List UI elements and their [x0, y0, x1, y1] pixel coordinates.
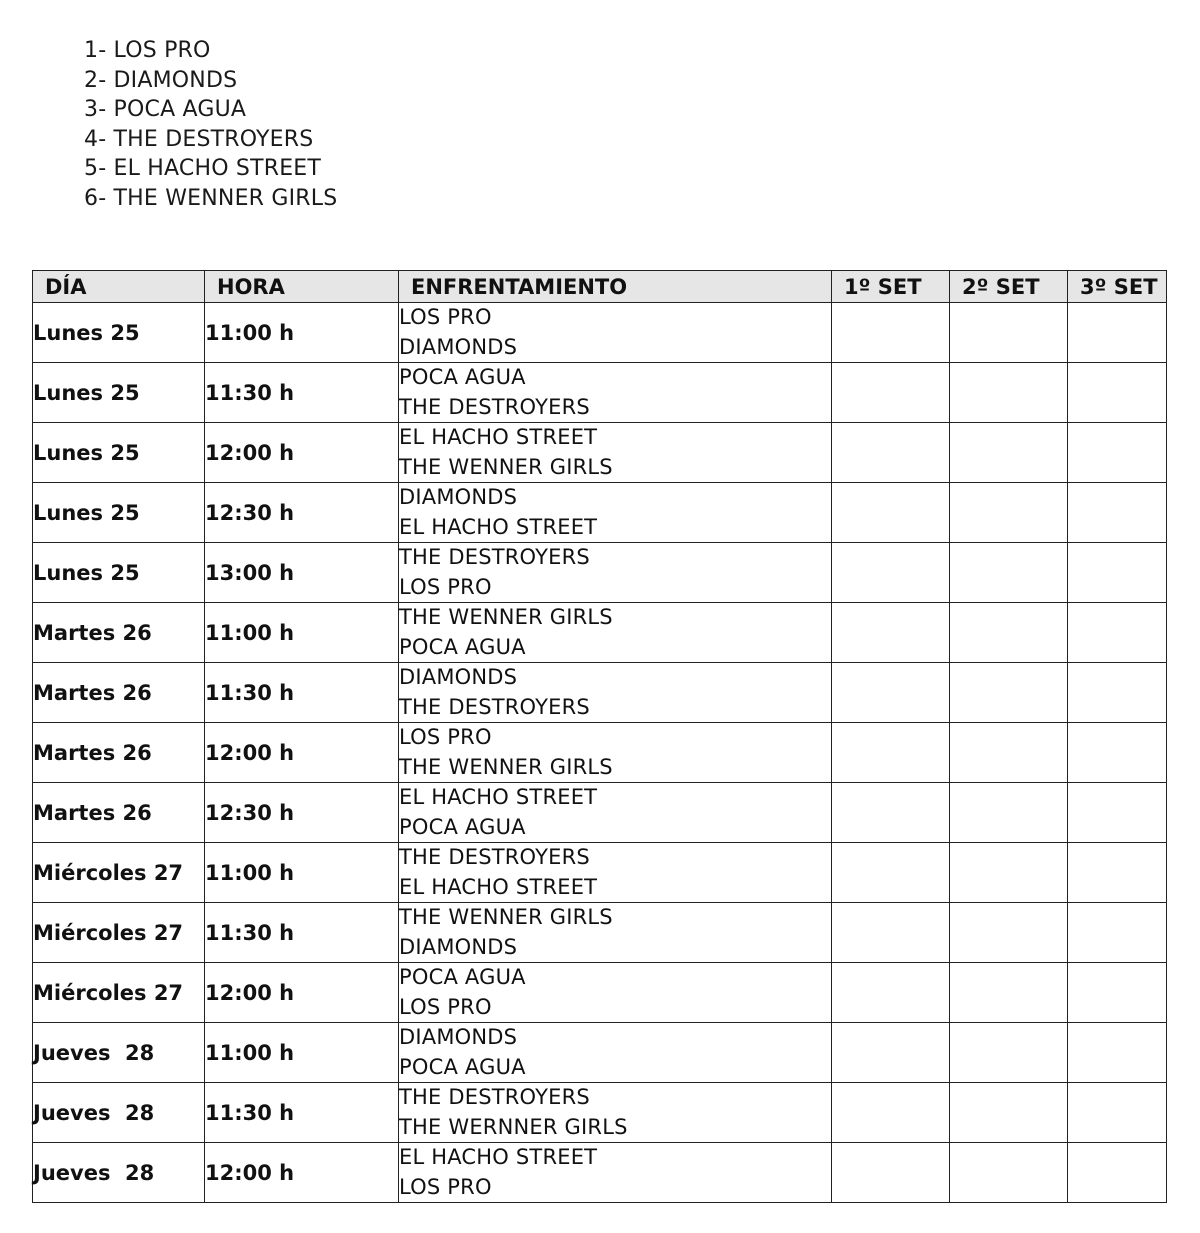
cell-set-1[interactable] [832, 903, 950, 963]
cell-day: Lunes 25 [33, 303, 205, 363]
cell-set-2[interactable] [950, 1023, 1068, 1083]
cell-set-3[interactable] [1068, 783, 1167, 843]
team-a-label: DIAMONDS [399, 1025, 518, 1049]
schedule-table-body [33, 303, 1167, 1203]
cell-day: Miércoles 27 [33, 903, 205, 963]
cell-set-3[interactable] [1068, 603, 1167, 663]
team-a-label: EL HACHO STREET [399, 425, 598, 449]
cell-set-2[interactable] [950, 723, 1068, 783]
team-a-label: THE DESTROYERS [399, 1085, 590, 1109]
cell-set-3[interactable] [1068, 963, 1167, 1023]
team-list [84, 36, 337, 214]
header-day: DÍA [33, 271, 205, 303]
cell-hour: 11:30 h [205, 663, 399, 723]
cell-set-3[interactable] [1068, 663, 1167, 723]
team-b-label: EL HACHO STREET [399, 874, 598, 899]
team-b-label: POCA AGUA [399, 814, 526, 839]
cell-set-3[interactable] [1068, 543, 1167, 603]
schedule-table [32, 270, 1167, 1203]
cell-hour: 12:30 h [205, 483, 399, 543]
cell-match [399, 1143, 832, 1203]
cell-hour: 11:00 h [205, 303, 399, 363]
cell-match [399, 543, 832, 603]
table-row [33, 963, 1167, 1023]
header-set-3: 3º SET [1068, 271, 1167, 303]
cell-set-1[interactable] [832, 843, 950, 903]
header-row [33, 271, 1167, 303]
team-b-label: THE DESTROYERS [399, 694, 590, 719]
team-list-item: 1- LOS PRO [84, 38, 211, 63]
table-row [33, 1083, 1167, 1143]
cell-hour: 11:00 h [205, 1023, 399, 1083]
team-a-label: THE WENNER GIRLS [399, 905, 613, 929]
cell-day: Lunes 25 [33, 483, 205, 543]
team-b-label: DIAMONDS [399, 334, 518, 359]
cell-day: Lunes 25 [33, 423, 205, 483]
cell-set-2[interactable] [950, 303, 1068, 363]
cell-set-2[interactable] [950, 1143, 1068, 1203]
cell-set-1[interactable] [832, 1143, 950, 1203]
cell-set-2[interactable] [950, 603, 1068, 663]
team-a-label: THE DESTROYERS [399, 545, 590, 569]
team-a-label: POCA AGUA [399, 365, 526, 389]
header-set-2: 2º SET [950, 271, 1068, 303]
cell-match [399, 963, 832, 1023]
cell-day: Lunes 25 [33, 543, 205, 603]
team-b-label: EL HACHO STREET [399, 514, 598, 539]
team-a-label: LOS PRO [399, 305, 492, 329]
table-row [33, 843, 1167, 903]
cell-set-3[interactable] [1068, 903, 1167, 963]
cell-set-3[interactable] [1068, 363, 1167, 423]
cell-day: Jueves 28 [33, 1083, 205, 1143]
cell-set-2[interactable] [950, 903, 1068, 963]
table-row [33, 543, 1167, 603]
cell-day: Martes 26 [33, 603, 205, 663]
cell-set-2[interactable] [950, 363, 1068, 423]
team-b-label: THE WENNER GIRLS [399, 454, 613, 479]
cell-set-1[interactable] [832, 423, 950, 483]
cell-set-3[interactable] [1068, 303, 1167, 363]
header-set-1: 1º SET [832, 271, 950, 303]
cell-hour: 12:00 h [205, 423, 399, 483]
cell-set-1[interactable] [832, 1023, 950, 1083]
team-a-label: EL HACHO STREET [399, 785, 598, 809]
table-row [33, 603, 1167, 663]
team-a-label: EL HACHO STREET [399, 1145, 598, 1169]
cell-set-1[interactable] [832, 363, 950, 423]
cell-hour: 11:30 h [205, 903, 399, 963]
cell-set-1[interactable] [832, 783, 950, 843]
table-row [33, 483, 1167, 543]
cell-hour: 11:00 h [205, 843, 399, 903]
cell-hour: 12:30 h [205, 783, 399, 843]
cell-set-2[interactable] [950, 843, 1068, 903]
cell-set-1[interactable] [832, 663, 950, 723]
team-b-label: THE DESTROYERS [399, 394, 590, 419]
team-list-item: 4- THE DESTROYERS [84, 126, 314, 152]
cell-hour: 11:00 h [205, 603, 399, 663]
cell-day: Miércoles 27 [33, 963, 205, 1023]
team-b-label: LOS PRO [399, 574, 492, 599]
cell-match [399, 303, 832, 363]
team-b-label: POCA AGUA [399, 634, 526, 659]
header-match: ENFRENTAMIENTO [399, 271, 832, 303]
cell-set-1[interactable] [832, 723, 950, 783]
cell-set-1[interactable] [832, 963, 950, 1023]
cell-hour: 12:00 h [205, 1143, 399, 1203]
cell-set-1[interactable] [832, 483, 950, 543]
cell-match [399, 843, 832, 903]
cell-hour: 12:00 h [205, 723, 399, 783]
cell-set-2[interactable] [950, 543, 1068, 603]
cell-set-3[interactable] [1068, 483, 1167, 543]
cell-set-3[interactable] [1068, 1083, 1167, 1143]
cell-day: Martes 26 [33, 723, 205, 783]
cell-set-2[interactable] [950, 963, 1068, 1023]
cell-set-3[interactable] [1068, 723, 1167, 783]
team-b-label: LOS PRO [399, 994, 492, 1019]
cell-set-3[interactable] [1068, 1143, 1167, 1203]
cell-set-1[interactable] [832, 603, 950, 663]
cell-match [399, 423, 832, 483]
table-row [33, 363, 1167, 423]
team-b-label: LOS PRO [399, 1174, 492, 1199]
cell-set-3[interactable] [1068, 423, 1167, 483]
cell-day: Martes 26 [33, 663, 205, 723]
cell-match [399, 663, 832, 723]
cell-match [399, 603, 832, 663]
team-list-item: 5- EL HACHO STREET [84, 156, 322, 182]
cell-set-2[interactable] [950, 1083, 1068, 1143]
cell-hour: 13:00 h [205, 543, 399, 603]
cell-match [399, 783, 832, 843]
cell-match [399, 903, 832, 963]
team-a-label: THE DESTROYERS [399, 845, 590, 869]
cell-day: Jueves 28 [33, 1143, 205, 1203]
cell-set-1[interactable] [832, 543, 950, 603]
cell-day: Miércoles 27 [33, 843, 205, 903]
cell-day: Jueves 28 [33, 1023, 205, 1083]
cell-match [399, 1083, 832, 1143]
header-hour: HORA [205, 271, 399, 303]
cell-day: Lunes 25 [33, 363, 205, 423]
cell-hour: 12:00 h [205, 963, 399, 1023]
cell-day: Martes 26 [33, 783, 205, 843]
cell-hour: 11:30 h [205, 363, 399, 423]
table-row [33, 303, 1167, 363]
table-row [33, 783, 1167, 843]
cell-match [399, 363, 832, 423]
table-row [33, 1143, 1167, 1203]
cell-set-2[interactable] [950, 663, 1068, 723]
schedule-table-header [33, 271, 1167, 303]
team-b-label: THE WERNNER GIRLS [399, 1114, 628, 1139]
team-list-item: 6- THE WENNER GIRLS [84, 185, 338, 211]
cell-match [399, 483, 832, 543]
cell-set-3[interactable] [1068, 843, 1167, 903]
team-b-label: POCA AGUA [399, 1054, 526, 1079]
team-a-label: LOS PRO [399, 725, 492, 749]
team-list-item: 3- POCA AGUA [84, 97, 247, 123]
team-a-label: THE WENNER GIRLS [399, 605, 613, 629]
cell-set-1[interactable] [832, 303, 950, 363]
team-a-label: POCA AGUA [399, 965, 526, 989]
cell-set-2[interactable] [950, 483, 1068, 543]
team-a-label: DIAMONDS [399, 485, 518, 509]
table-row [33, 423, 1167, 483]
team-b-label: THE WENNER GIRLS [399, 754, 613, 779]
cell-set-2[interactable] [950, 783, 1068, 843]
cell-set-1[interactable] [832, 1083, 950, 1143]
team-b-label: DIAMONDS [399, 934, 518, 959]
cell-hour: 11:30 h [205, 1083, 399, 1143]
table-row [33, 903, 1167, 963]
table-row [33, 1023, 1167, 1083]
cell-set-2[interactable] [950, 423, 1068, 483]
cell-set-3[interactable] [1068, 1023, 1167, 1083]
team-a-label: DIAMONDS [399, 665, 518, 689]
cell-match [399, 723, 832, 783]
table-row [33, 723, 1167, 783]
cell-match [399, 1023, 832, 1083]
table-row [33, 663, 1167, 723]
team-list-item: 2- DIAMONDS [84, 67, 238, 93]
